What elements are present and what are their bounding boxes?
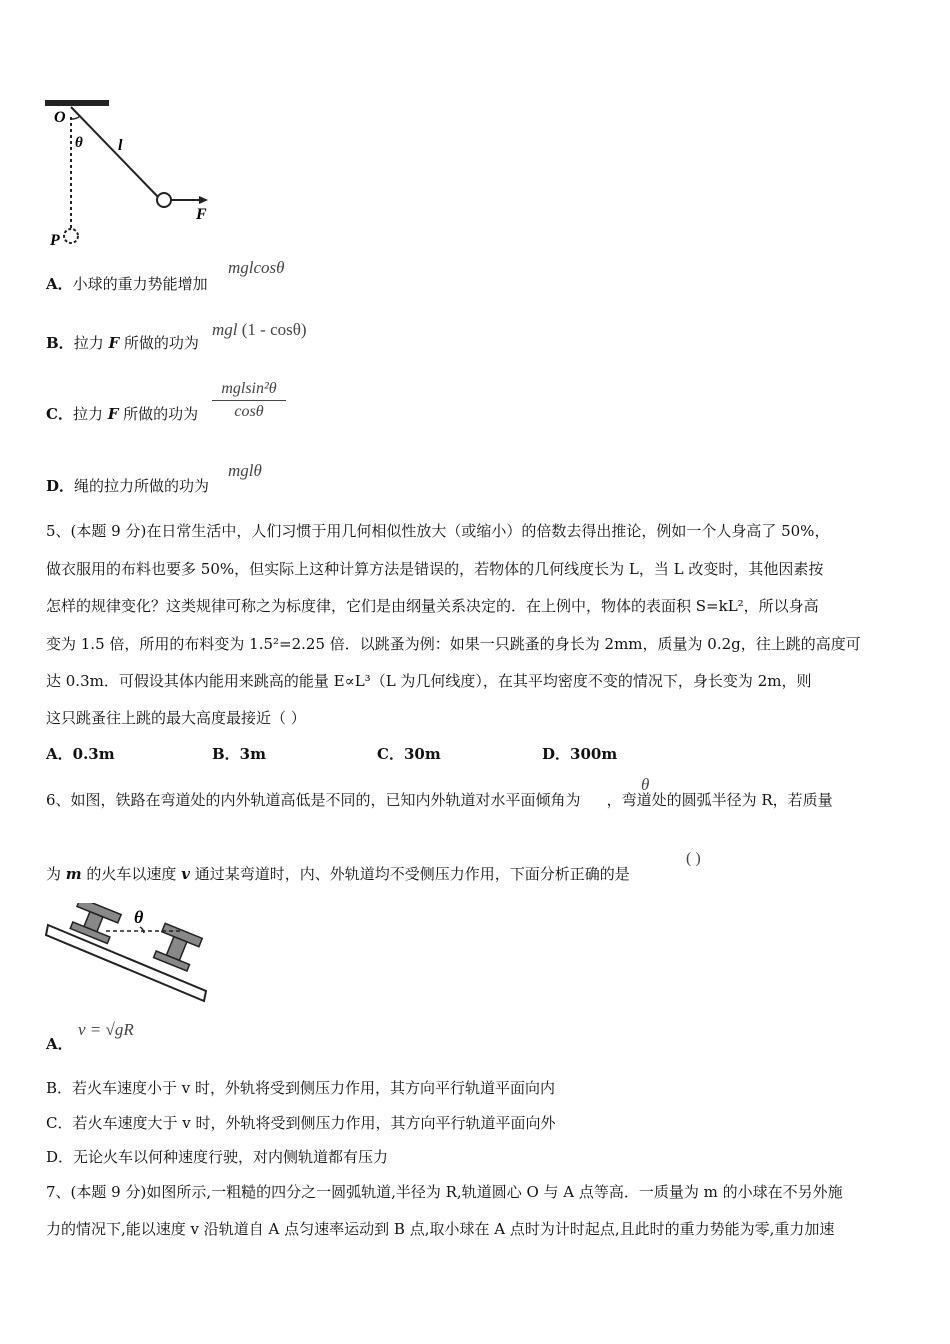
- q5-line-5: 达 0.3m．可假设其体内能用来跳高的能量 E∝L³（L 为几何线度），在其平均密度不变的情况下，身长变为 2m，则: [46, 672, 812, 690]
- label-O: O: [54, 109, 66, 126]
- q6-answer-bracket: ( ): [686, 850, 701, 867]
- q7-line-1: 7、(本题 9 分)如图所示,一粗糙的四分之一圆弧轨道,半径为 R,轨道圆心 O 与 A 点等高．一质量为 m 的小球在不另外施: [46, 1183, 843, 1201]
- q4-option-b: B．拉力 F 所做的功为: [46, 334, 199, 352]
- q5-line-6: 这只跳蚤往上跳的最大高度最接近（ ）: [46, 709, 306, 727]
- q6-theta-math: θ: [641, 775, 650, 794]
- q4-option-a-math: mglcosθ: [228, 258, 285, 277]
- angle-arc: [140, 927, 144, 933]
- q4-option-b-math: mgl (1 - cosθ): [212, 320, 307, 339]
- pendulum-ball: [157, 193, 171, 207]
- q6-option-c: C．若火车速度大于 v 时，外轨将受到侧压力作用，其方向平行轨道平面向外: [46, 1114, 556, 1132]
- label-theta: θ: [134, 907, 144, 927]
- fraction-denominator: cosθ: [234, 403, 264, 420]
- q5-option-a: A．0.3m: [46, 745, 115, 763]
- q4-option-c: C．拉力 F 所做的功为: [46, 405, 199, 423]
- q4-option-a: A．小球的重力势能增加: [46, 275, 208, 293]
- fraction-bar: [212, 400, 286, 401]
- q5-line-2: 做衣服用的布料也要多 50%，但实际上这种计算方法是错误的，若物体的几何线度长为 L，当 L 改变时，其他因素按: [46, 560, 824, 578]
- q5-line-1: 5、(本题 9 分)在日常生活中，人们习惯于用几何相似性放大（或缩小）的倍数去得出推论，例如一个人身高了 50%，: [46, 522, 830, 540]
- label-P: P: [50, 232, 60, 249]
- q4-option-d: D．绳的拉力所做的功为: [46, 477, 210, 495]
- initial-ball-position: [64, 229, 78, 243]
- label-l: l: [118, 137, 123, 154]
- q5-option-c: C．30m: [377, 745, 441, 763]
- angle-arc: [71, 116, 80, 119]
- q5-line-4: 变为 1.5 倍，所用的布料变为 1.5²=2.25 倍．以跳蚤为例：如果一只跳蚤的身长为 2mm，质量为 0.2g，往上跳的高度可: [46, 635, 861, 653]
- q6-option-d: D．无论火车以何种速度行驶，对内侧轨道都有压力: [46, 1148, 389, 1166]
- q6-option-a-math: v = √gR: [78, 1020, 134, 1039]
- rail-figure: [44, 903, 214, 1008]
- q7-line-2: 力的情况下,能以速度 v 沿轨道自 A 点匀速率运动到 B 点,取小球在 A 点时为计时起点,且此时的重力势能为零,重力加速: [46, 1220, 835, 1238]
- label-theta: θ: [75, 135, 83, 151]
- q6-option-a: A．: [46, 1035, 73, 1053]
- pendulum-string: [71, 107, 159, 198]
- q5-line-3: 怎样的规律变化？这类规律可称之为标度律，它们是由纲量关系决定的．在上例中，物体的表面积 S=kL²，所以身高: [46, 597, 819, 615]
- q6-line-1: 6、如图，铁路在弯道处的内外轨道高低是不同的，已知内外轨道对水平面倾角为 ，弯道处的圆弧半径为 R，若质量: [46, 791, 833, 809]
- pendulum-figure: [40, 95, 230, 255]
- q6-line-2: 为 m 的火车以速度 v 通过某弯道时，内、外轨道均不受侧压力作用，下面分析正确的是: [46, 865, 630, 883]
- fraction-numerator: mglsin²θ: [221, 380, 277, 397]
- q4-option-c-fraction: [212, 380, 286, 421]
- q6-option-b: B．若火车速度小于 v 时，外轨将受到侧压力作用，其方向平行轨道平面向内: [46, 1079, 556, 1097]
- ceiling-support: [45, 100, 109, 106]
- q5-option-d: D．300m: [542, 745, 618, 763]
- q5-option-b: B．3m: [212, 745, 266, 763]
- q4-option-d-math: mglθ: [228, 461, 262, 480]
- label-F: F: [196, 206, 207, 223]
- force-arrowhead: [199, 196, 208, 204]
